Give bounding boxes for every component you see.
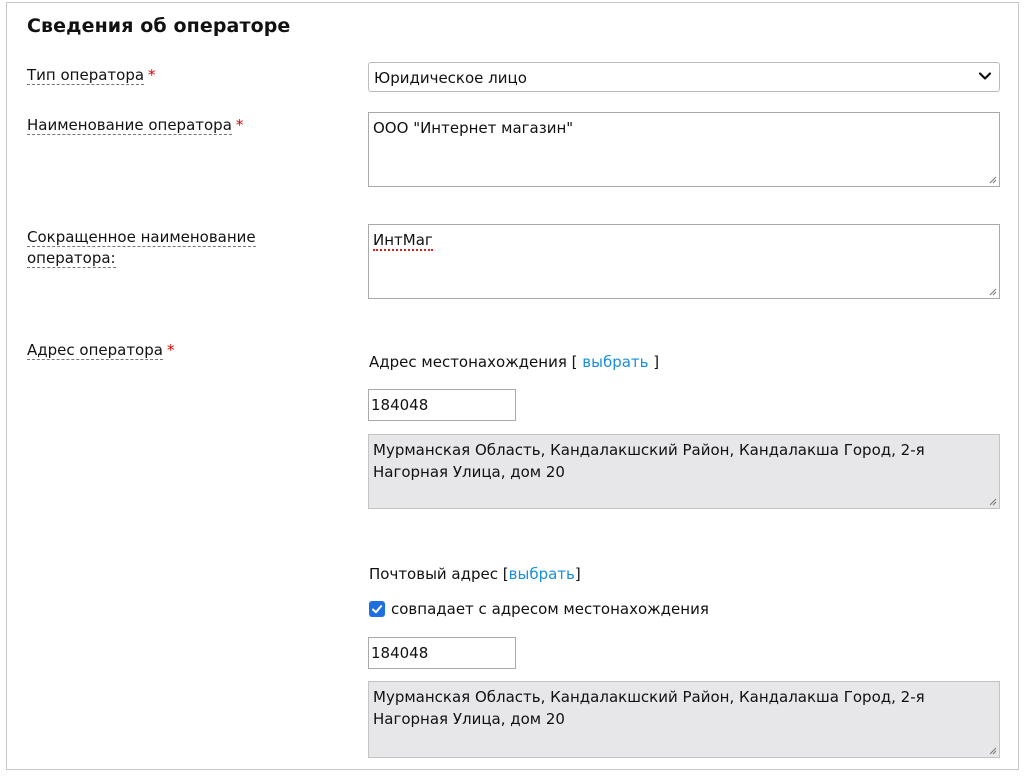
postal-address-line2: Нагорная Улица, дом 20 [373,710,565,728]
checkmark-icon [371,603,383,615]
choose-postal-link[interactable]: выбрать [508,565,575,583]
postal-address-field[interactable] [368,681,1000,758]
resize-grip-icon[interactable] [988,287,997,296]
operator-name-field[interactable] [368,112,1000,187]
operator-info-panel [6,2,1019,770]
operator-type-selected: Юридическое лицо [374,69,527,87]
same-address-option[interactable] [369,600,709,618]
resize-grip-icon[interactable] [988,497,997,506]
resize-grip-icon[interactable] [988,746,997,755]
operator-name-label-text: Наименование оператора [27,116,232,134]
bracket-close: ] [574,565,581,583]
required-mark: * [166,341,175,359]
choose-location-link[interactable]: выбрать [582,353,649,371]
location-postcode-value: 184048 [371,396,429,414]
short-name-value: ИнтМаг [373,231,433,249]
location-postcode-input[interactable] [368,389,516,421]
resize-grip-icon[interactable] [988,175,997,184]
postal-postcode-input[interactable] [368,637,516,669]
required-mark: * [235,116,244,134]
same-address-checkbox[interactable] [369,601,385,617]
short-name-label-line1: Сокращенное наименование [27,228,256,246]
short-name-label [27,227,327,269]
operator-name-label [27,115,327,136]
location-address-label [369,353,659,371]
bracket-open: [ [502,565,509,583]
postal-address-line1: Мурманская Область, Кандалакшский Район, Кандалакша Город, 2-я [373,688,925,706]
required-mark: * [148,66,156,84]
short-name-label-line2: оператора: [27,249,116,267]
operator-name-value: ООО "Интернет магазин" [373,119,574,137]
address-label-text: Адрес оператора [27,341,163,359]
location-address-label-text: Адрес местонахождения [369,353,567,371]
operator-type-select[interactable] [368,62,1000,92]
postal-address-label [369,565,581,583]
chevron-down-icon [978,69,992,83]
address-label [27,340,327,361]
bracket-close: ] [653,353,660,371]
postal-postcode-value: 184048 [371,644,429,662]
same-address-label: совпадает с адресом местонахождения [391,600,709,618]
section-title: Сведения об операторе [27,15,291,37]
postal-address-label-text: Почтовый адрес [369,565,498,583]
operator-type-label-text: Тип оператора [27,66,145,84]
location-address-field[interactable] [368,434,1000,509]
location-address-line2: Нагорная Улица, дом 20 [373,463,565,481]
short-name-field[interactable] [368,224,1000,299]
location-address-line1: Мурманская Область, Кандалакшский Район, Кандалакша Город, 2-я [373,441,925,459]
operator-type-label [27,65,327,86]
bracket-open: [ [571,353,578,371]
